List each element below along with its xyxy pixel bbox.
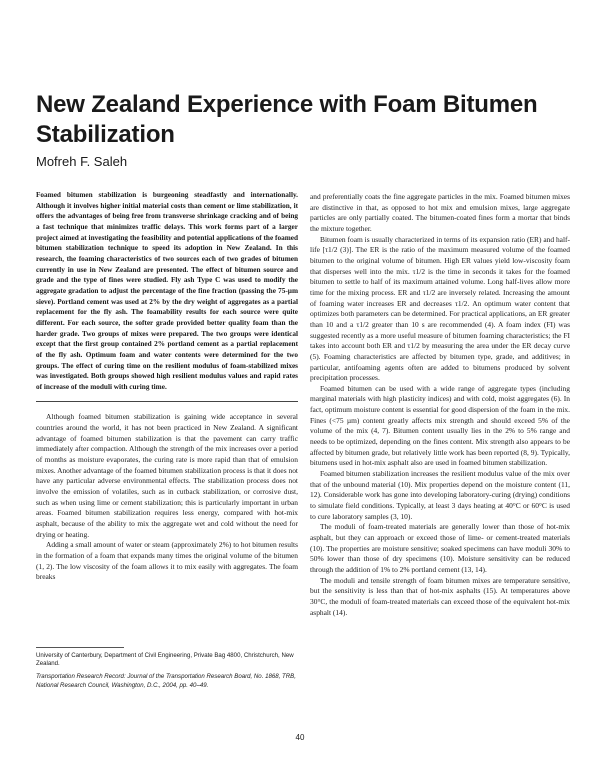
body-paragraph: Foamed bitumen can be used with a wide range of aggregate types (including marginal materials with high plasticity indices) and with cold, moist aggregates (6). In fact, optimum moisture content is essential for good dispersion of the foam in the mix. Fines (<75 µm) content greatly affects mix strength and should exceed 5% of the volume of the mix (4, 7). Bitumen content usually lies in the 2% to 5% range and needs to be optimized, depending on the fines content. Mix strength also appears to be affected by bitumen grade, but relatively little work has been reported (8, 9). Typically, bitumens used in hot-mix asphalt also are used in foamed bitumen stabilization. [310, 383, 570, 468]
body-paragraph: and preferentially coats the fine aggregate particles in the mix. Foamed bitumen mixes are distinctive in that, as opposed to hot mix and emulsion mixes, large aggregate particles are only partially coated. The bitumen-coated fines form a mortar that binds the mixture together. [310, 192, 570, 233]
page-number: 40 [295, 733, 305, 742]
footnotes [36, 652, 298, 695]
abstract: Foamed bitumen stabilization is burgeoning steadfastly and internationally. Although it involves higher initial material costs than cement or lime stabilization, it offers the advantages of being free from transverse shrinkage cracking and of being a fast technique that minimizes traffic delays. This work forms part of a larger project aimed at investigating the feasibility and potential applications of the foamed bitumen stabilization technique to speed its adoption in New Zealand. In this research, the foaming characteristics of two sources each of two grades of bitumen currently in use in New Zealand are presented. The effect of bitumen source and grade and the type of fines were studied. Fly ash Type C was used to modify the aggregate gradation to adjust the percentage of the fine fraction (passing the 75-µm sieve). Portland cement was used at 2% by the dry weight of aggregates as a partial replacement for the fly ash. The foamability results for each source were quite different. For each source, the softer grade provided better quality foam than the harder grade. Two groups of mixes were prepared. The two groups were identical except that the first group contained 2% portland cement as a partial replacement of the fly ash. Optimum foam and water contents were determined for the two groups. The effect of curing time on the resilient modulus of foam-stabilized mixes was investigated. Both groups showed high resilient modulus values and rapid rates of increase of the moduli with curing time. [36, 191, 298, 391]
citation-footnote: Transportation Research Record: Journal of the Transportation Research Board, No. 1868, TRB, National Research Council, Washington, D.C., 2004, pp. 40–49. [36, 673, 296, 689]
body-paragraph: Although foamed bitumen stabilization is gaining wide acceptance in several countries around the world, it has not been practiced in New Zealand. A significant advantage of foamed bitumen stabilization is that the pavement can carry traffic immediately after compaction. Although the strength of the mix increases over a period of months as moisture evaporates, the curing rate is more rapid than that of emulsion mixes. Another advantage of the foamed bitumen stabilization process is that it does not have any particular adverse environmental effects. The stabilization process does not involve the emission of volatiles, such as in cutback stabilization, or corrosive dust, such as when using lime or cement stabilization; this is particularly important in urban areas. Foamed bitumen stabilization requires less energy, compared with hot-mix asphalt, because of the ability to mix the aggregate wet and cold without the need for drying or heating. [36, 412, 298, 539]
body-paragraph: Foamed bitumen stabilization increases the resilient modulus value of the mix over that of the unbound material (10). Mix properties depend on the moisture content (11, 12). Considerable work has gone into developing laboratory-curing (drying) conditions to simulate field conditions. Typically, at least 3 days heating at 40°C or 60°C is used to cure laboratory samples (3, 10). [310, 469, 570, 521]
left-column [36, 190, 298, 583]
body-paragraph: Bitumen foam is usually characterized in terms of its expansion ratio (ER) and half-life [τ1/2 (3)]. The ER is the ratio of the maximum measured volume of the foamed bitumen to the original volume of bitumen. High ER values yield low-viscosity foam that disperses well into the mix. τ1/2 is the time in seconds it takes for the foamed bitumen to settle to half of its maximum attained volume. Long half-lives allow more time for the mixing process. ER and τ1/2 are inversely related. Increasing the amount of foaming water increases ER and decreases τ1/2. An optimum water content that optimizes both parameters can be determined. For practical applications, an ER greater than 10 and a τ1/2 greater than 10 s are recommended (4). A foam index (FI) was suggested recently as a more useful measure of bitumen foaming characteristics; the FI takes into account both ER and τ1/2 by measuring the area under the ER decay curve (5). Foaming characteristics are affected by bitumen type, grade, and additives; in particular, antifoaming agents often are added to bitumens produced by solvent precipitation processes. [310, 234, 570, 383]
author-name: Mofreh F. Saleh [36, 154, 128, 169]
body-paragraph: The moduli of foam-treated materials are generally lower than those of hot-mix asphalt, but they can approach or exceed those of lime- or cement-treated materials (10). The properties are moisture sensitive; soaked specimens can have moduli 30% to 50% lower than those of dry specimens (10). Moisture sensitivity can be reduced through the addition of 1% to 2% portland cement (13, 14). [310, 522, 570, 574]
page-title: New Zealand Experience with Foam Bitumen Stabilization [36, 91, 538, 148]
body-paragraph: The moduli and tensile strength of foam bitumen mixes are temperature sensitive, but the sensitivity is less than that of hot-mix asphalts (15). At temperatures above 30°C, the moduli of foam-treated materials can exceed those of the equivalent hot-mix asphalt (14). [310, 575, 570, 617]
body-paragraph: Adding a small amount of water or steam (approximately 2%) to hot bitumen results in the formation of a foam that expands many times the original volume of the bitumen (1, 2). The low viscosity of the foam allows it to mix easily with aggregates. The foam breaks [36, 540, 298, 582]
affiliation-footnote: University of Canterbury, Department of Civil Engineering, Private Bag 4800, Christchurch, New Zealand. [36, 652, 294, 668]
abstract-divider [36, 401, 298, 402]
right-column [310, 192, 570, 618]
footnote-divider [36, 647, 124, 648]
